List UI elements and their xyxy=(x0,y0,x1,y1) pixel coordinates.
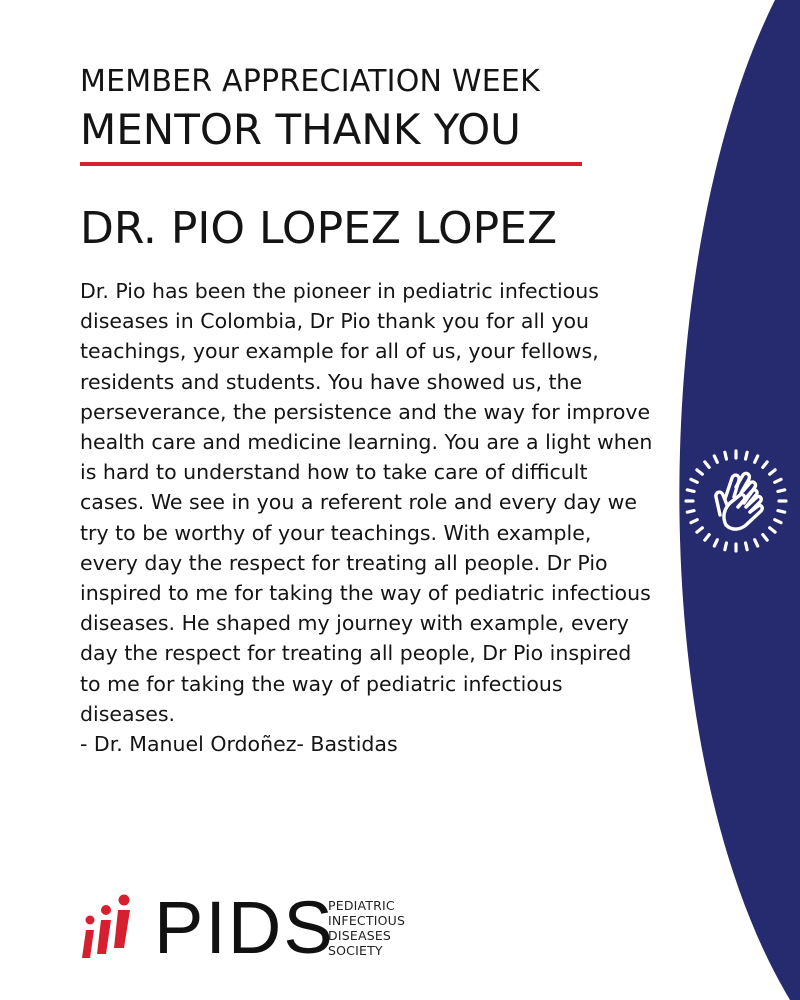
clap-ray xyxy=(691,520,697,523)
clap-ray xyxy=(755,456,758,462)
clap-ray xyxy=(775,479,781,482)
title-underline xyxy=(80,162,582,166)
clap-ray xyxy=(697,528,702,532)
message-body: Dr. Pio has been the pioneer in pediatric infectious diseases in Colombia, Dr Pio thank you for all you teachings, your example for all of us, your fellows, residents and students. You have showed us, the perseverance, the persistence and the way for improve health care and medicine learning. You are a light when is hard to understand how to take care of difficult cases. We see in you a referent role and every day we try to be worthy of your teachings. With example, every day the respect for treating all people. Dr Pio inspired to me for taking the way of pediatric infectious diseases. He shaped my journey with example, every day the respect for treating all people, Dr Pio inspired to me for taking the way of pediatric infectious diseases. xyxy=(80,279,653,726)
clap-ray xyxy=(763,535,767,540)
clap-ray xyxy=(763,462,767,467)
page-title: MENTOR THANK YOU xyxy=(80,105,521,154)
logo-sub-line: INFECTIOUS xyxy=(328,913,406,928)
mentor-name: DR. PIO LOPEZ LOPEZ xyxy=(80,203,558,254)
pids-full-name xyxy=(328,898,405,958)
clap-ray xyxy=(691,479,697,482)
clap-ray xyxy=(746,452,748,459)
clapping-hands-icon xyxy=(680,445,792,557)
clap-ray xyxy=(778,490,785,492)
clap-ray xyxy=(714,456,717,462)
clap-ray xyxy=(687,490,694,492)
pids-wordmark: PIDS xyxy=(154,886,335,969)
event-heading: MEMBER APPRECIATION WEEK xyxy=(80,64,540,99)
logo-sub-line: SOCIETY xyxy=(328,943,383,958)
logo-sub-line: PEDIATRIC xyxy=(328,898,395,913)
clap-ray xyxy=(746,543,748,550)
clap-ray xyxy=(687,511,694,513)
clap-ray xyxy=(770,470,775,474)
clap-ray xyxy=(775,520,781,523)
clap-ray xyxy=(705,462,709,467)
clap-ray xyxy=(725,452,727,459)
clap-ray xyxy=(725,543,727,550)
clap-ray xyxy=(714,540,717,546)
pids-figures-logo xyxy=(80,894,138,962)
thank-you-message xyxy=(80,276,655,759)
clap-ray xyxy=(705,535,709,540)
logo-sub-line: DISEASES xyxy=(328,928,392,943)
clap-ray xyxy=(697,470,702,474)
clap-ray xyxy=(770,528,775,532)
message-signature: - Dr. Manuel Ordoñez- Bastidas xyxy=(80,732,398,757)
pids-logo xyxy=(80,886,440,969)
clap-ray xyxy=(778,511,785,513)
clap-ray xyxy=(755,540,758,546)
